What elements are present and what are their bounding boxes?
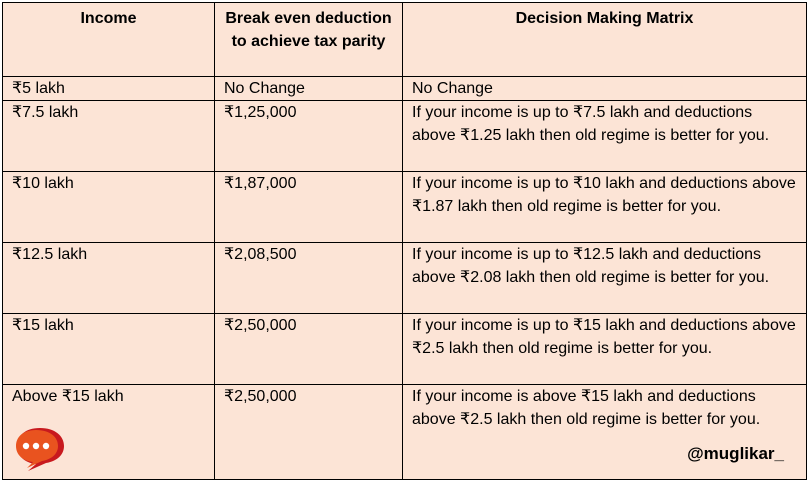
- tax-regime-table: [2, 2, 807, 480]
- income-cell: ₹10 lakh: [3, 172, 215, 243]
- table-row: [3, 385, 807, 480]
- table-row: [3, 243, 807, 314]
- income-cell: ₹12.5 lakh: [3, 243, 215, 314]
- break-even-cell: ₹1,87,000: [215, 172, 403, 243]
- decision-cell: No Change: [403, 77, 807, 101]
- income-cell: ₹5 lakh: [3, 77, 215, 101]
- income-cell: Above ₹15 lakh: [3, 385, 215, 480]
- header-decision-matrix: Decision Making Matrix: [403, 3, 807, 77]
- table-header-row: [3, 3, 807, 77]
- matrix-sheet: [2, 2, 806, 476]
- decision-cell: If your income is up to ₹12.5 lakh and deductions above ₹2.08 lakh then old regime is better for you.: [403, 243, 807, 314]
- break-even-cell: ₹2,50,000: [215, 314, 403, 385]
- decision-cell: If your income is above ₹15 lakh and deductions above ₹2.5 lakh then old regime is better for you.: [403, 385, 807, 480]
- chat-bubble-icon: [12, 424, 64, 472]
- table-row: [3, 77, 807, 101]
- break-even-cell: ₹2,50,000: [215, 385, 403, 480]
- watermark-handle: @muglikar_: [687, 444, 784, 463]
- table-row: [3, 172, 807, 243]
- decision-cell: If your income is up to ₹10 lakh and deductions above ₹1.87 lakh then old regime is better for you.: [403, 172, 807, 243]
- decision-cell: If your income is up to ₹15 lakh and deductions above ₹2.5 lakh then old regime is better for you.: [403, 314, 807, 385]
- header-break-even: Break even deduction to achieve tax parity: [215, 3, 403, 77]
- break-even-cell: No Change: [215, 77, 403, 101]
- break-even-cell: ₹1,25,000: [215, 101, 403, 172]
- income-cell: ₹15 lakh: [3, 314, 215, 385]
- table-row: [3, 101, 807, 172]
- header-income: Income: [3, 3, 215, 77]
- decision-cell: If your income is up to ₹7.5 lakh and deductions above ₹1.25 lakh then old regime is better for you.: [403, 101, 807, 172]
- income-cell: ₹7.5 lakh: [3, 101, 215, 172]
- break-even-cell: ₹2,08,500: [215, 243, 403, 314]
- table-row: [3, 314, 807, 385]
